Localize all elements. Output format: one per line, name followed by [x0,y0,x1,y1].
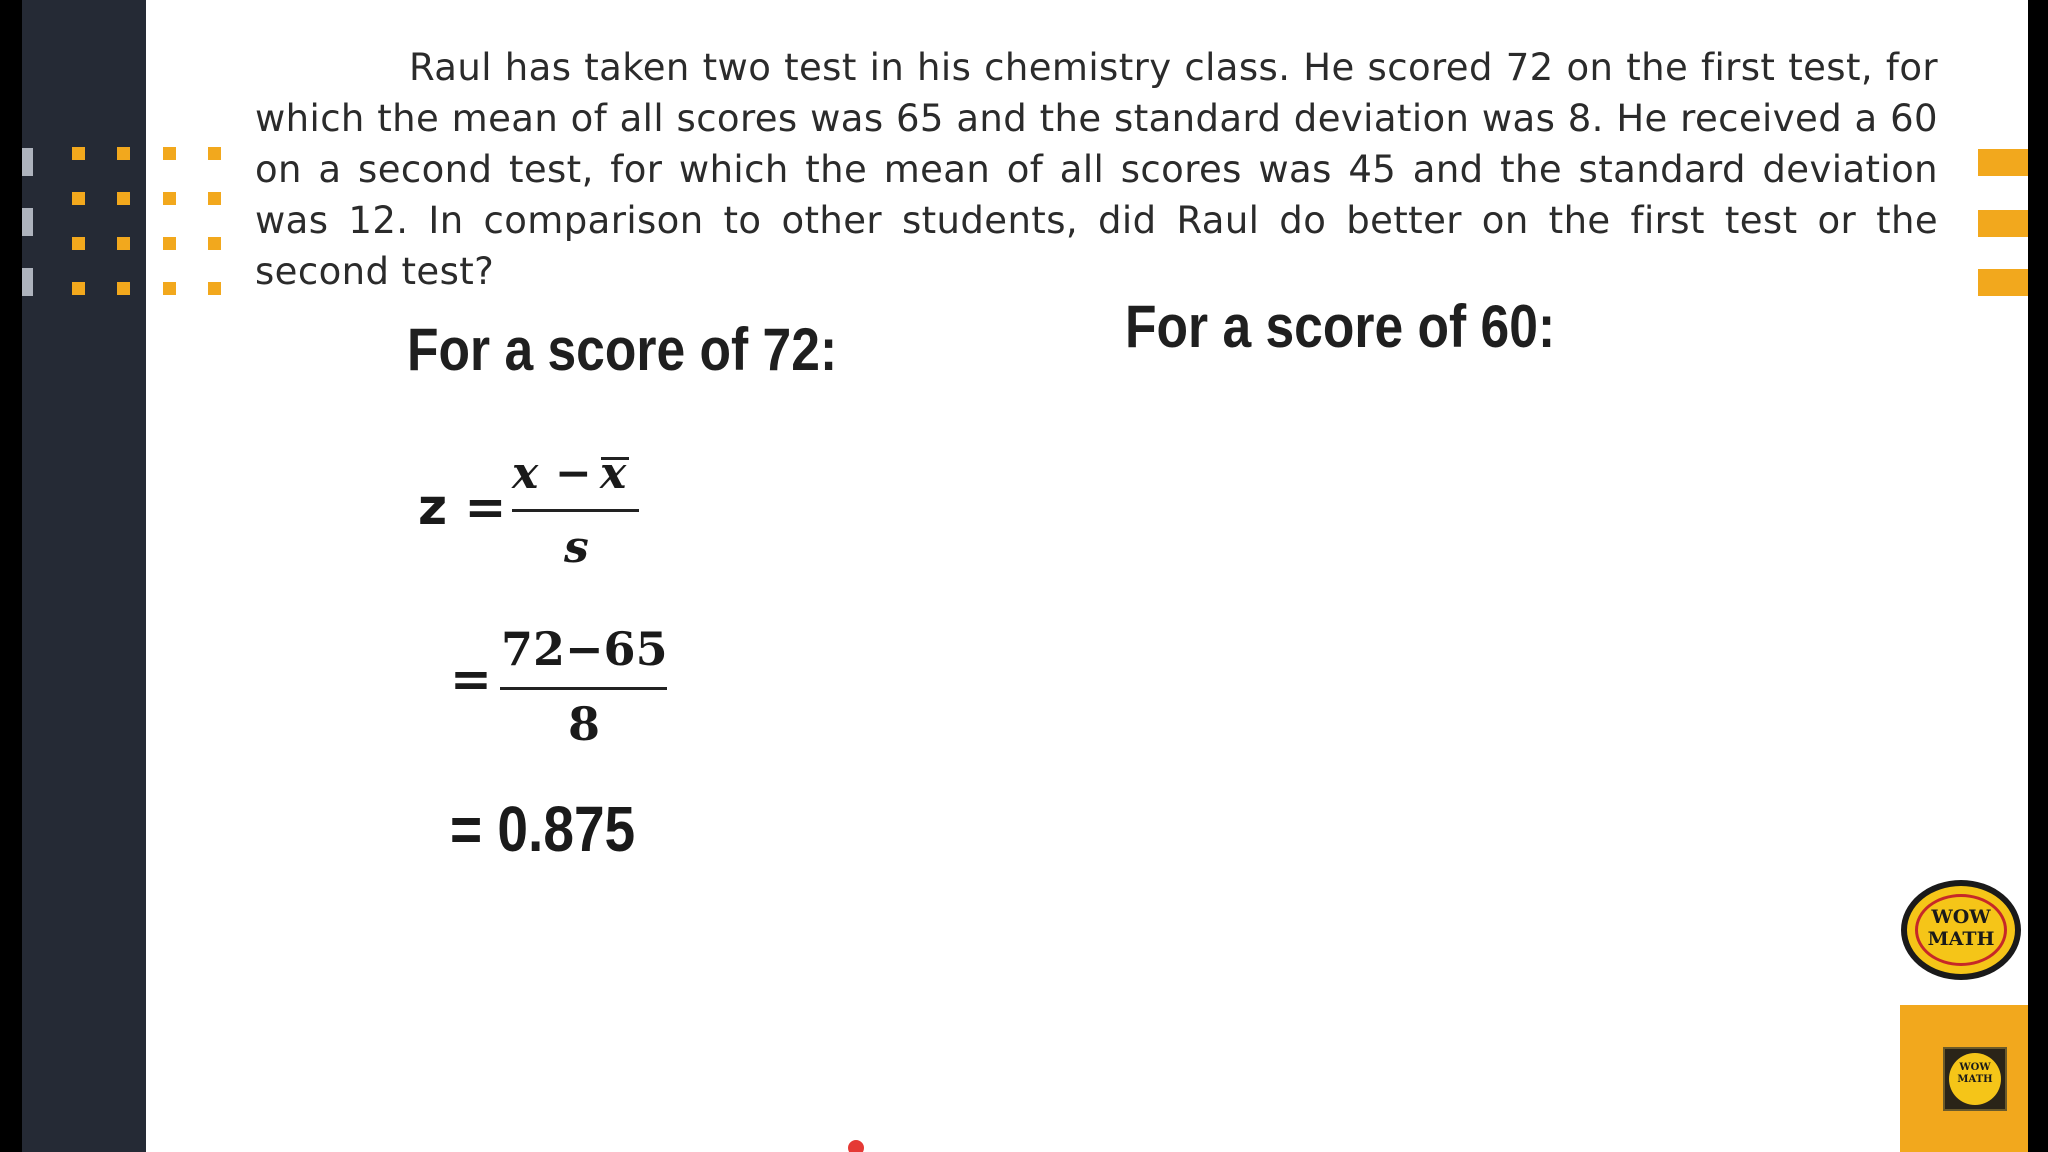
accent-stripe [1978,269,2028,296]
formula-x: x [512,448,539,499]
panel-tick-mark [22,208,33,236]
formula-xbar: x [600,448,627,499]
formula-fraction-bar [512,509,639,512]
decor-dot [208,237,221,250]
decor-dot [117,282,130,295]
mini-logo-text-line2: MATH [1957,1074,1993,1085]
logo-text-line2: MATH [1927,928,1995,950]
z-formula-lhs: z = [418,478,507,536]
decor-dot [117,147,130,160]
heading-score-72: For a score of 72: [407,316,838,383]
panel-tick-mark [22,268,33,296]
substitution-fraction-bar [500,687,667,690]
problem-statement: Raul has taken two test in his chemistry class. He scored 72 on the first test, for which the mean of all scores was 65 and the standard deviation was 8. He received a 60 on a second test, for which the mean of all scores was 45 and the standard deviation was 12. In comparison to other students, did Raul do better on the first test or the second test? [255,46,1938,293]
accent-stripe [1978,210,2028,237]
decor-dot [208,147,221,160]
substitution-denominator: 8 [568,697,601,751]
decor-dot [163,192,176,205]
decor-dot [208,192,221,205]
decor-dot [163,147,176,160]
decor-dot [72,192,85,205]
mini-logo-thumbnail [1943,1047,2007,1111]
accent-stripe [1978,149,2028,176]
formula-s: s [564,522,589,573]
decor-dot [163,282,176,295]
left-edge-bar [0,0,22,1152]
substitution-numerator: 72−65 [501,622,668,676]
decor-dot [163,237,176,250]
decor-dot [72,282,85,295]
decor-dot [117,237,130,250]
result-value: = 0.875 [450,793,636,865]
mini-logo-text-line1: WOW [1959,1062,1991,1073]
decor-dot [72,147,85,160]
heading-score-60: For a score of 60: [1125,293,1556,360]
dark-side-panel [22,0,146,1152]
laser-pointer [848,1140,864,1152]
right-edge-bar [2028,0,2048,1152]
mini-logo-text [1945,1062,2005,1086]
panel-tick-mark [22,148,33,176]
decor-dot [72,237,85,250]
wow-math-logo [1901,880,2021,980]
decor-dot [208,282,221,295]
decor-dot [117,192,130,205]
substitution-equals: = [450,650,492,708]
logo-text-line1: WOW [1931,906,1991,928]
formula-minus: − [555,448,592,499]
logo-text [1907,906,2015,950]
